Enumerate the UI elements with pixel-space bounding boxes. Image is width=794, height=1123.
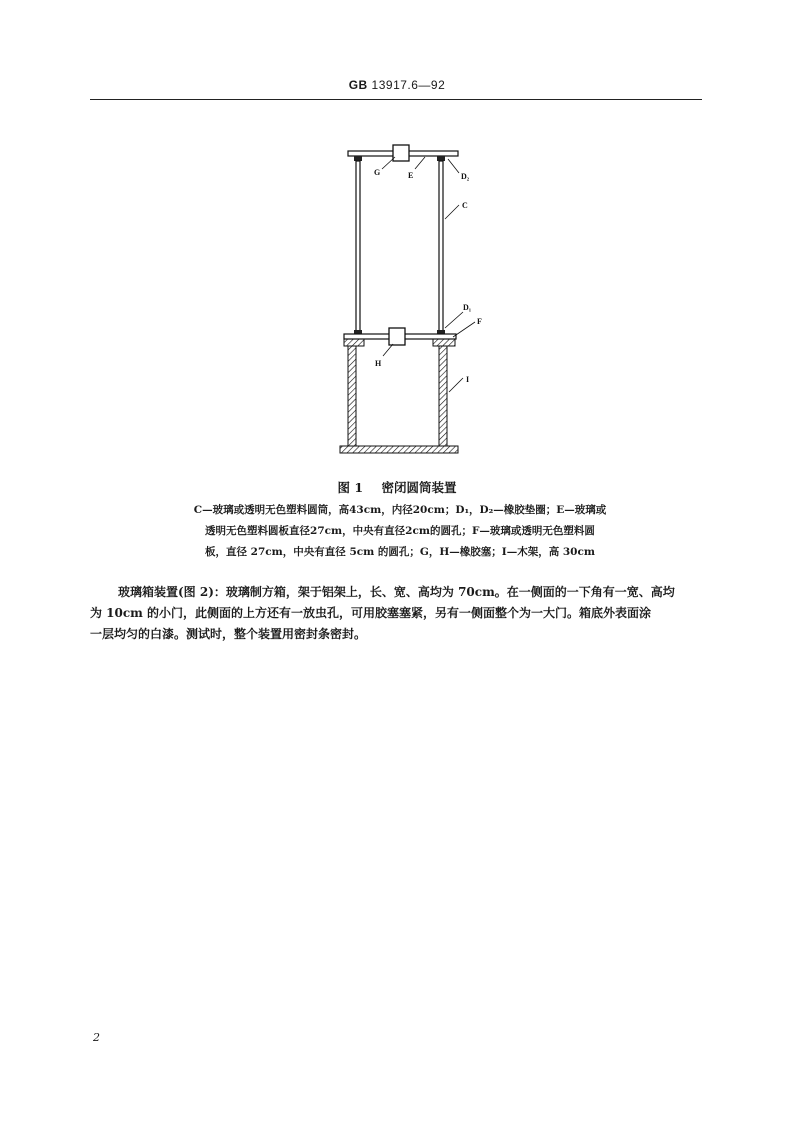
- gasket-d2-left: [354, 156, 362, 161]
- header-rule: [90, 99, 702, 100]
- label-d2: D₂: [461, 172, 470, 181]
- frame-top-right: [433, 339, 455, 346]
- label-h: H: [375, 359, 382, 368]
- frame-top-left: [344, 339, 364, 346]
- page-header: [0, 78, 794, 92]
- figure-caption: [0, 478, 794, 496]
- legend-line: 板，直径 27cm，中央有直径 5cm 的圆孔；G，H—橡胶塞；I—木架，高 30cm: [205, 546, 595, 558]
- label-i: I: [466, 375, 470, 384]
- paragraph-line: 为 10cm 的小门，此侧面的上方还有一放虫孔，可用胶塞塞紧，另有一侧面整个为一大门。箱底外表面涂: [90, 606, 652, 620]
- cylinder-wall-left: [356, 161, 360, 331]
- label-c: C: [462, 201, 468, 210]
- frame-leg-left: [348, 346, 356, 446]
- legend-line: C—玻璃或透明无色塑料圆筒，高43cm，内径20cm；D₁，D₂—橡胶垫圈；E—玻璃或: [193, 504, 607, 516]
- frame-leg-right: [439, 346, 447, 446]
- page-number: 2: [93, 1031, 100, 1044]
- stopper-h: [389, 328, 405, 345]
- figure-title: 密闭圆筒装置: [381, 480, 457, 495]
- label-e: E: [408, 171, 414, 180]
- frame-base: [340, 446, 458, 453]
- paragraph-line: 一层均匀的白漆。测试时，整个装置用密封条密封。: [90, 627, 367, 641]
- label-g: G: [374, 168, 381, 177]
- label-f: F: [477, 317, 482, 326]
- paragraph-line: 玻璃箱装置(图 2)：玻璃制方箱，架于铝架上，长、宽、高均为 70cm。在一侧面的一下角有一宽、高均: [118, 585, 675, 599]
- figure-legend: [190, 500, 610, 563]
- label-d1: D₁: [463, 303, 472, 312]
- stopper-g: [393, 145, 409, 161]
- legend-line: 透明无色塑料圆板直径27cm，中央有直径2cm的圆孔；F—玻璃或透明无色塑料圆: [205, 525, 595, 537]
- standard-code: 13917.6—92: [371, 78, 446, 92]
- glass-box-paragraph: [90, 582, 702, 645]
- standard-prefix: GB: [348, 78, 368, 92]
- gasket-d2-right: [437, 156, 445, 161]
- cylinder-wall-right: [439, 161, 443, 331]
- figure-number: 图 1: [337, 480, 364, 495]
- sealed-cylinder-apparatus-diagram: [335, 142, 495, 462]
